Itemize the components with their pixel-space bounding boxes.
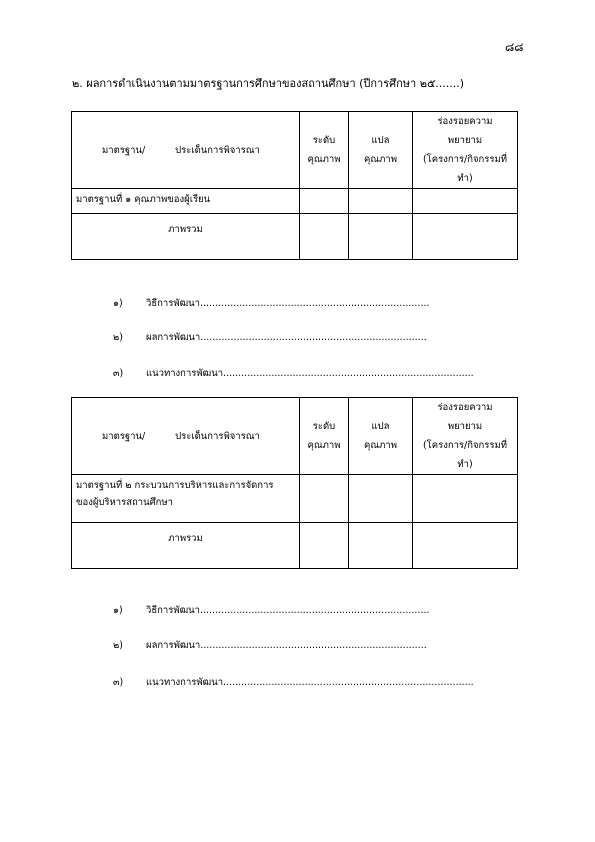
standard-title: มาตรฐานที่ ๑ คุณภาพของผู้เรียน [72, 189, 300, 214]
page-number: ๘๘ [505, 40, 524, 54]
list-item-development-method: ๑) วิธีการพัฒนา............................................................................ [113, 298, 430, 309]
meaning-cell[interactable] [349, 523, 413, 569]
list-item-development-method: ๑) วิธีการพัฒนา............................................................................ [113, 605, 430, 616]
header-standard: มาตรฐาน/ [102, 144, 146, 156]
level-cell[interactable] [300, 189, 349, 214]
header-issue: ประเด็นการพิจารณา [175, 430, 260, 442]
level-cell[interactable] [300, 523, 349, 569]
level-cell[interactable] [300, 475, 349, 523]
meaning-cell[interactable] [349, 475, 413, 523]
header-effort-evidence: ร่องรอยความ พยายาม (โครงการ/กิจกรรมที่ ทำ) [413, 398, 518, 475]
assessment-table-standard-2 [71, 397, 518, 569]
header-quality-meaning: แปล คุณภาพ [349, 112, 413, 189]
list-item-development-result: ๒) ผลการพัฒนา........................................................................... [113, 332, 427, 343]
header-quality-level: ระดับ คุณภาพ [300, 112, 349, 189]
evidence-cell[interactable] [413, 189, 518, 214]
list-item-development-result: ๒) ผลการพัฒนา........................................................................... [113, 640, 427, 651]
standard-title: มาตรฐานที่ ๒ กระบวนการบริหารและการจัดการ ของผู้บริหารสถานศึกษา [72, 475, 300, 523]
evidence-cell[interactable] [413, 214, 518, 260]
list-item-development-approach: ๓) แนวทางการพัฒนา................................................................................... [113, 677, 474, 688]
assessment-table-standard-1 [71, 111, 518, 260]
header-issue: ประเด็นการพิจารณา [175, 144, 260, 156]
header-quality-meaning: แปล คุณภาพ [349, 398, 413, 475]
section-heading: ๒. ผลการดำเนินงานตามมาตรฐานการศึกษาของสถานศึกษา (ปีการศึกษา ๒๕.......) [72, 77, 465, 90]
meaning-cell[interactable] [349, 189, 413, 214]
overall-label: ภาพรวม [72, 214, 300, 260]
header-standard-issue [72, 112, 300, 189]
header-quality-level: ระดับ คุณภาพ [300, 398, 349, 475]
header-effort-evidence: ร่องรอยความ พยายาม (โครงการ/กิจกรรมที่ ทำ) [413, 112, 518, 189]
evidence-cell[interactable] [413, 475, 518, 523]
header-standard: มาตรฐาน/ [102, 430, 146, 442]
meaning-cell[interactable] [349, 214, 413, 260]
list-item-development-approach: ๓) แนวทางการพัฒนา................................................................................... [113, 368, 474, 379]
header-standard-issue [72, 398, 300, 475]
level-cell[interactable] [300, 214, 349, 260]
evidence-cell[interactable] [413, 523, 518, 569]
overall-label: ภาพรวม [72, 523, 300, 569]
